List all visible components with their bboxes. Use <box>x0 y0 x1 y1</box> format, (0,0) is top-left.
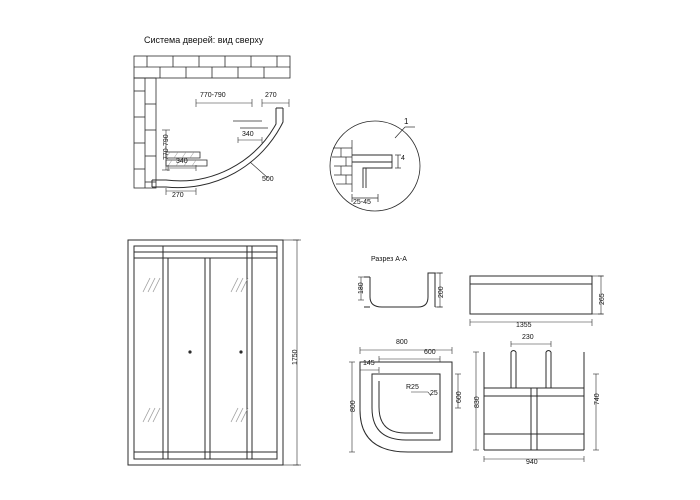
tray-radius-label: R25 <box>406 384 419 391</box>
section-right-height-label: 200 <box>438 286 445 298</box>
tray-side-height-label: 800 <box>350 400 357 412</box>
panel-height-label: 265 <box>599 293 606 305</box>
tray-top-width-label: 800 <box>396 339 408 346</box>
detail-thickness-label: 4 <box>401 155 405 162</box>
frame-top-width-label: 230 <box>522 334 534 341</box>
tray-corner-small-label: 25 <box>430 390 438 397</box>
tray-inner-width-label: 600 <box>424 349 436 356</box>
panel-width-label: 1355 <box>516 322 532 329</box>
dim-left-width: 770-790 <box>163 134 170 160</box>
top-view-title: Система дверей: вид сверху <box>144 35 264 45</box>
dim-arc: 500 <box>262 176 274 183</box>
front-height-label: 1750 <box>292 349 299 365</box>
detail-gap-label: 25-45 <box>353 199 371 206</box>
tray-left-offset-label: 145 <box>363 360 375 367</box>
dim-top-width: 770-790 <box>200 92 226 99</box>
dim-top-depth-right: 270 <box>265 92 277 99</box>
frame-left-height-label: 830 <box>474 396 481 408</box>
tray-inner-height-label: 600 <box>456 391 463 403</box>
dim-inner-right: 340 <box>242 131 254 138</box>
frame-bottom-width-label: 940 <box>526 459 538 466</box>
dim-inner-left: 340 <box>176 158 188 165</box>
section-title: Разрез А-А <box>371 256 407 263</box>
detail-number-label: 1 <box>404 117 409 126</box>
dim-bottom-left: 270 <box>172 192 184 199</box>
section-left-height-label: 180 <box>358 282 365 294</box>
frame-right-height-label: 740 <box>594 393 601 405</box>
